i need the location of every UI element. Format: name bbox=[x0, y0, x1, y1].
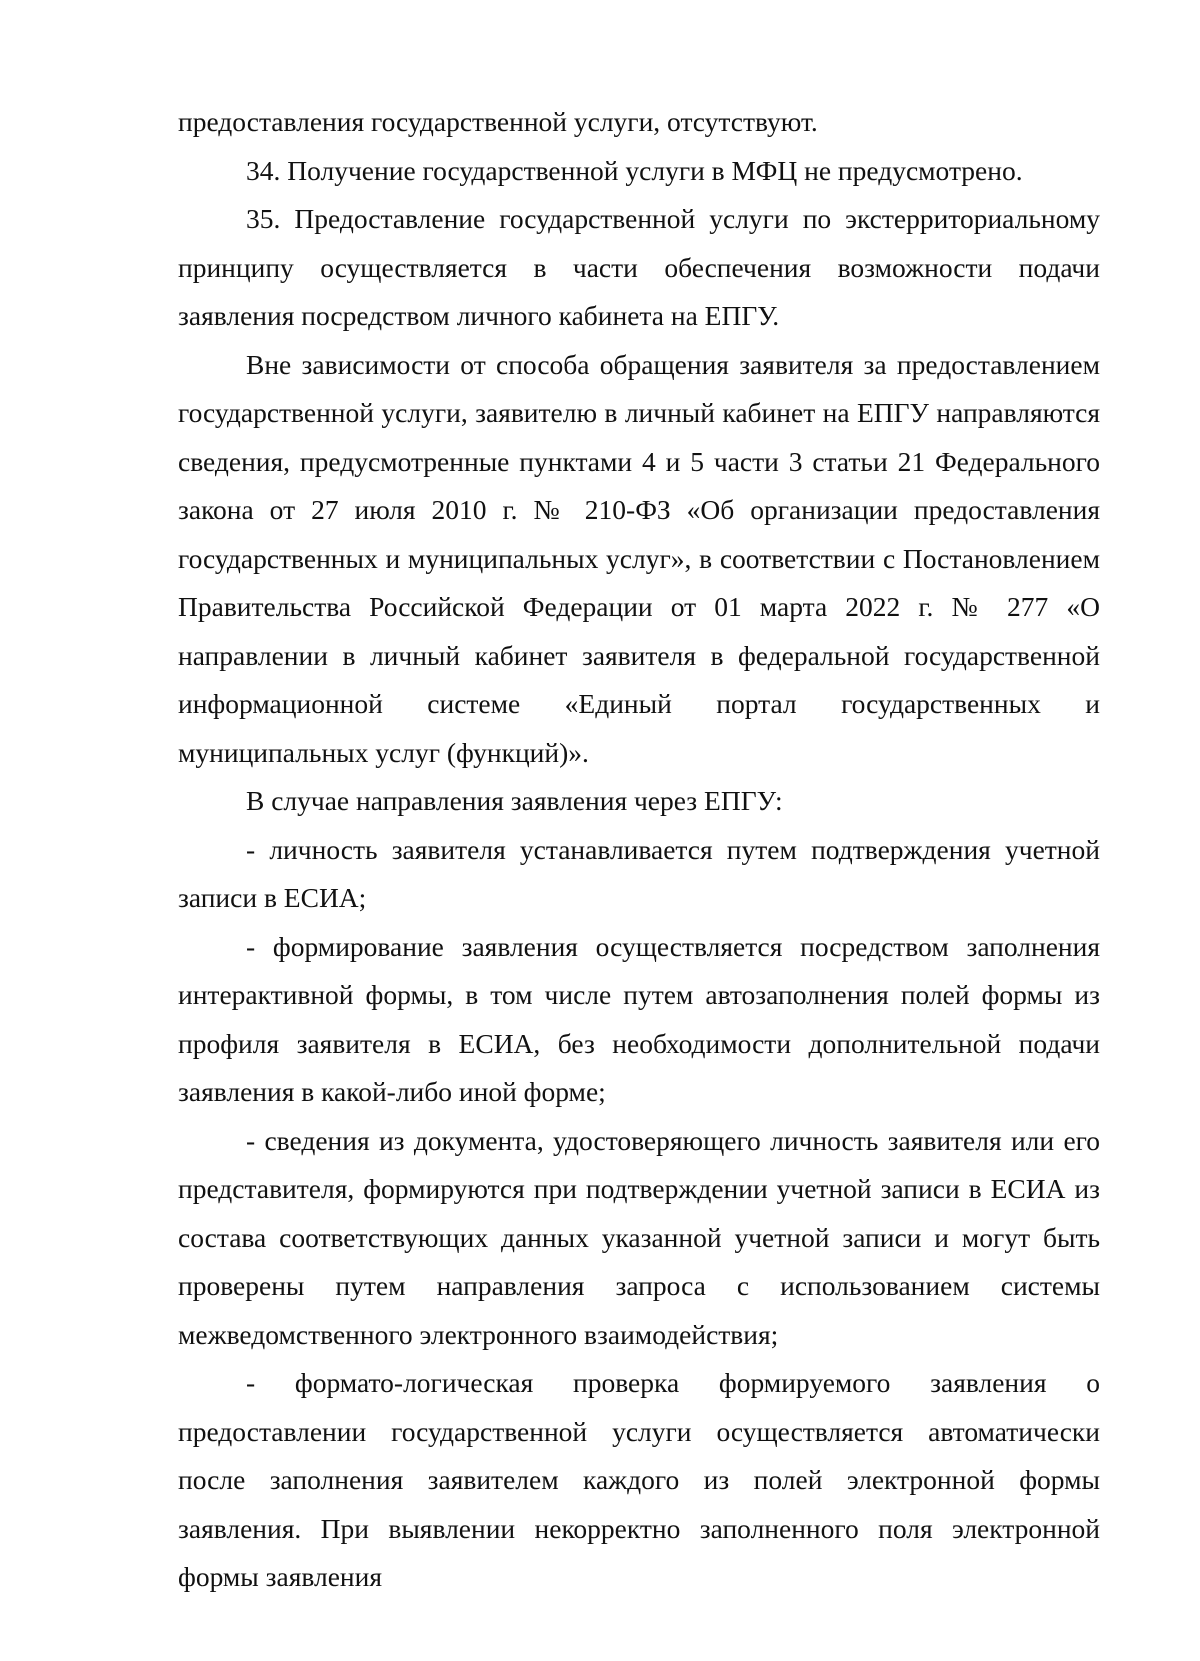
paragraph-continuation: предоставления государственной услуги, отсутствуют. bbox=[178, 106, 818, 137]
paragraph-item-34: 34. Получение государственной услуги в МФЦ не предусмотрено. bbox=[246, 154, 1023, 186]
paragraph-item-35: 35. Предоставление государственной услуги по экстерриториальному принципу осуществляется в части обеспечения возможности подачи заявления посредством личного кабинета на ЕПГУ. bbox=[178, 203, 1100, 331]
list-item-identity: - личность заявителя устанавливается путем подтверждения учетной записи в ЕСИА; bbox=[178, 833, 1100, 913]
document-body bbox=[178, 98, 1100, 1602]
paragraph-epgu-case: В случае направления заявления через ЕПГУ: bbox=[246, 785, 783, 816]
paragraph-notifications: Вне зависимости от способа обращения заявителя за предоставлением государственной услуги, заявителю в личный кабинет на ЕПГУ направляются сведения, предусмотренные пунктами 4 и 5 части 3 статьи 21 Федерального закона от 27 июля 2010 г. № 210-ФЗ «Об организации предоставления государственных и муниципальных услуг», в соответствии с Постановлением Правительства Российской Федерации от 01 марта 2022 г. № 277 «О направлении в личный кабинет заявителя в федеральной государственной информационной системе «Единый портал государственных и муниципальных услуг (функций)». bbox=[178, 348, 1100, 768]
list-item-form: - формирование заявления осуществляется посредством заполнения интерактивной формы, в том числе путем автозаполнения полей формы из профиля заявителя в ЕСИА, без необходимости дополнительной подачи заявления в какой-либо иной форме; bbox=[178, 930, 1100, 1107]
list-item-document-data: - сведения из документа, удостоверяющего личность заявителя или его представителя, формируются при подтверждении учетной записи в ЕСИА из состава соответствующих данных указанной учетной записи и могут быть проверены путем направления запроса с использованием системы межведомственного электронного взаимодействия; bbox=[178, 1124, 1100, 1350]
list-item-format-check: - формато-логическая проверка формируемого заявления о предоставлении государственной услуги осуществляется автоматически после заполнения заявителем каждого из полей электронной формы заявления. При выявлении некорректно заполненного поля электронной формы заявления bbox=[178, 1367, 1100, 1592]
